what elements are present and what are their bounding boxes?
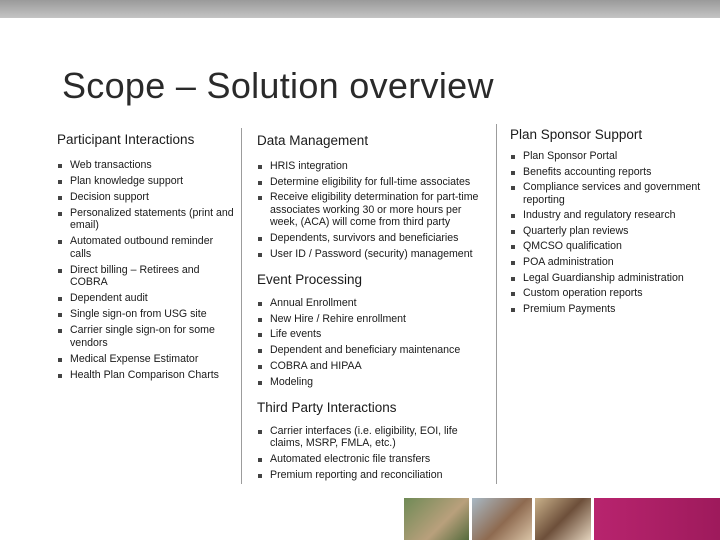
list-item: Industry and regulatory research [510,209,710,221]
people-photo-3 [535,498,591,540]
people-photo-1 [404,498,469,540]
participant-interactions-column [57,132,235,385]
list-item: Medical Expense Estimator [57,353,235,365]
brand-color-panel [594,498,720,540]
list-item: COBRA and HIPAA [257,360,487,372]
list-item: Modeling [257,376,487,388]
top-banner-bar [0,0,720,18]
third-party-interactions-list [257,425,487,481]
list-item: Web transactions [57,159,235,171]
plan-sponsor-support-heading: Plan Sponsor Support [510,127,643,142]
participant-interactions-heading: Participant Interactions [57,132,195,147]
list-item: Carrier single sign-on for some vendors [57,324,235,349]
list-item: Benefits accounting reports [510,166,710,178]
list-item: Quarterly plan reviews [510,225,710,237]
column-divider-left [241,128,242,484]
list-item: Direct billing – Retirees and COBRA [57,264,235,289]
plan-sponsor-support-list [510,150,710,315]
data-management-list [257,160,487,260]
footer-photo-strip [404,498,720,540]
list-item: Plan Sponsor Portal [510,150,710,162]
list-item: Dependent and beneficiary maintenance [257,344,487,356]
list-item: Carrier interfaces (i.e. eligibility, EOI, life claims, MSRP, FMLA, etc.) [257,425,487,450]
list-item: Plan knowledge support [57,175,235,187]
list-item: Personalized statements (print and email) [57,207,235,232]
slide-title: Scope – Solution overview [62,65,494,106]
list-item: Single sign-on from USG site [57,308,235,320]
list-item: Automated electronic file transfers [257,453,487,465]
list-item: Decision support [57,191,235,203]
list-item: Receive eligibility determination for part-time associates working 30 or more hours per week, (ACA) will come from third party [257,191,487,228]
list-item: Annual Enrollment [257,297,487,309]
list-item: QMCSO qualification [510,240,710,252]
list-item: Compliance services and government reporting [510,181,710,206]
list-item: Legal Guardianship administration [510,272,710,284]
list-item: User ID / Password (security) management [257,248,487,260]
list-item: New Hire / Rehire enrollment [257,313,487,325]
list-item: Automated outbound reminder calls [57,235,235,260]
list-item: POA administration [510,256,710,268]
list-item: Dependents, survivors and beneficiaries [257,232,487,244]
middle-column [257,133,487,484]
list-item: Premium Payments [510,303,710,315]
list-item: Dependent audit [57,292,235,304]
third-party-interactions-heading: Third Party Interactions [257,399,397,415]
column-divider-right [496,124,497,484]
event-processing-list [257,297,487,388]
participant-interactions-list [57,159,235,381]
data-management-heading: Data Management [257,133,369,148]
list-item: Custom operation reports [510,287,710,299]
plan-sponsor-support-column [510,127,710,318]
list-item: Premium reporting and reconciliation [257,469,487,481]
list-item: Health Plan Comparison Charts [57,369,235,381]
list-item: HRIS integration [257,160,487,172]
list-item: Determine eligibility for full-time associates [257,176,487,188]
event-processing-heading: Event Processing [257,272,363,288]
people-photo-2 [472,498,532,540]
list-item: Life events [257,328,487,340]
